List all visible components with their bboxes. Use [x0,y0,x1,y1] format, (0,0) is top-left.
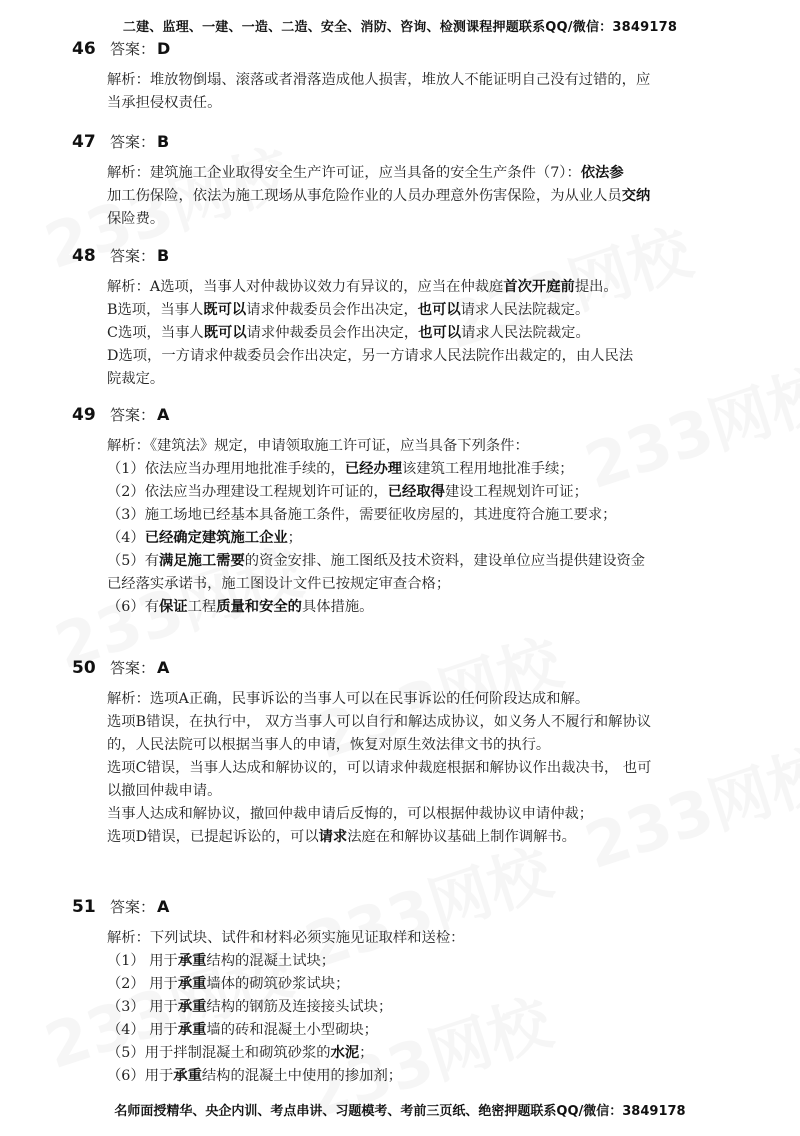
text-segment: 选项D错误，已提起诉讼的，可以 [107,829,319,845]
text-segment: 的，人民法院可以根据当事人的申请，恢复对原生效法律文书的执行。 [107,737,551,753]
explanation-line [107,826,752,849]
answer-label: 答案： [110,659,156,677]
text-segment: B选项，当事人 [107,302,204,318]
bold-text: 承重 [177,999,207,1015]
text-segment: （3） 用于 [107,999,178,1015]
explanation [107,435,752,619]
bold-text: 已经办理 [344,461,403,477]
page-header: 二建、监理、一建、一造、二造、安全、消防、咨询、检测课程押题联系QQ/微信：3849178 [122,20,678,35]
question-46 [72,37,752,115]
explanation-line [107,345,752,368]
explanation-line [107,504,752,527]
bold-text: 首次开庭前 [503,279,575,295]
text-segment: 保险费。 [107,211,165,227]
text-segment: 结构的混凝土试块； [206,953,336,969]
explanation-line [107,550,752,573]
answer-value: A [157,658,170,677]
explanation-line [107,996,752,1019]
text-segment: 院裁定。 [107,371,165,387]
text-segment: （1）依法应当办理用地批准手续的， [107,461,345,477]
text-segment: 请求人民法院裁定。 [460,302,590,318]
explanation [107,69,752,115]
question-number: 49 [72,405,96,425]
question-49 [72,403,752,619]
text-segment: ； [287,530,302,546]
question-48 [72,244,752,391]
answer-value: B [157,132,170,151]
explanation-line [107,92,752,115]
text-segment: 当承担侵权责任。 [107,95,222,111]
explanation-line [107,596,752,619]
text-segment: 结构的混凝土中使用的掺加剂； [201,1068,403,1084]
bold-text: 已经取得 [387,484,445,500]
bold-text: 依法参 [580,165,624,181]
explanation-line [107,573,752,596]
bold-text: 承重 [177,953,207,969]
text-segment: 解析：下列试块、试件和材料必须实施见证取样和送检： [107,930,465,946]
text-segment: （6）有 [107,599,159,615]
explanation-line [107,973,752,996]
explanation [107,688,752,849]
explanation-line [107,162,752,185]
explanation-line [107,1019,752,1042]
text-segment: 的资金安排、施工图纸及技术资料，建设单位应当提供建设资金 [244,553,646,569]
explanation [107,276,752,391]
question-50 [72,656,752,849]
text-segment: 已经落实承诺书，施工图设计文件已按规定审查合格； [107,576,451,592]
bold-text: 请求 [318,829,348,845]
text-segment: （3）施工场地已经基本具备施工条件，需要征收房屋的，其进度符合施工要求； [107,507,617,523]
explanation-line [107,527,752,550]
bold-text: 质量和安全的 [216,599,302,615]
explanation-line [107,950,752,973]
answer-label: 答案： [110,40,156,58]
text-segment: （2）依法应当办理建设工程规划许可证的， [107,484,388,500]
text-segment: 工程 [187,599,217,615]
explanation-line [107,734,752,757]
explanation [107,927,752,1088]
text-segment: （5）有 [107,553,159,569]
answer-value: B [157,246,170,265]
text-segment: 选项B错误，在执行中， 双方当事人可以自行和解达成协议，如义务人不履行和解协议 [107,714,652,730]
text-segment: 解析：A选项，当事人对仲裁协议效力有异议的，应当在仲裁庭 [107,279,504,295]
explanation [107,162,752,231]
explanation-line [107,1065,752,1088]
explanation-line [107,322,752,345]
text-segment: （2） 用于 [107,976,178,992]
question-47 [72,130,752,231]
text-segment: （1） 用于 [107,953,178,969]
text-segment: 请求仲裁委员会作出决定， [246,325,419,341]
text-segment: （6）用于 [107,1068,174,1084]
question-number: 50 [72,658,96,678]
bold-text: 也可以 [417,302,461,318]
bold-text: 水泥 [330,1045,360,1061]
page-footer: 名师面授精华、央企内训、考点串讲、习题模考、考前三页纸、绝密押题联系QQ/微信：3849178 [114,1104,686,1119]
text-segment: 墙体的砌筑砂浆试块； [206,976,350,992]
answer-value: A [157,897,170,916]
text-segment: 请求人民法院裁定。 [461,325,590,341]
bold-text: 满足施工需要 [159,553,245,569]
question-number: 48 [72,246,96,266]
text-segment: （4） 用于 [107,1022,178,1038]
bold-text: 交纳 [621,188,651,204]
question-number: 46 [72,39,96,59]
explanation-line [107,299,752,322]
text-segment: 该建筑工程用地批准手续； [402,461,574,477]
text-segment: 解析：堆放物倒塌、滚落或者滑落造成他人损害，堆放人不能证明自己没有过错的，应 [107,72,651,88]
explanation-line [107,803,752,826]
explanation-line [107,688,752,711]
answer-label: 答案： [110,898,156,916]
text-segment: 当事人达成和解协议，撤回仲裁申请后反悔的，可以根据仲裁协议申请仲裁； [107,806,594,822]
bold-text: 承重 [173,1068,202,1084]
bold-text: 承重 [177,1022,207,1038]
text-segment: 选项C错误，当事人达成和解协议的，可以请求仲裁庭根据和解协议作出裁决书， 也可 [107,760,652,776]
text-segment: ； [359,1045,374,1061]
text-segment: 解析：建筑施工企业取得安全生产许可证，应当具备的安全生产条件（7）： [107,165,581,181]
text-segment: 加工伤保险，依法为施工现场从事危险作业的人员办理意外伤害保险，为从业人员 [107,188,622,204]
question-number: 47 [72,132,96,152]
answer-label: 答案： [110,247,156,265]
bold-text: 既可以 [203,302,247,318]
bold-text: 也可以 [418,325,462,341]
bold-text: 承重 [177,976,207,992]
explanation-line [107,1042,752,1065]
explanation-line [107,757,752,780]
text-segment: 提出。 [574,279,618,295]
text-segment: 法庭在和解协议基础上制作调解书。 [347,829,576,845]
question-number: 51 [72,897,96,917]
text-segment: 解析：选项A正确，民事诉讼的当事人可以在民事诉讼的任何阶段达成和解。 [107,691,590,707]
text-segment: 解析：《建筑法》规定，申请领取施工许可证，应当具备下列条件： [107,438,529,454]
text-segment: 具体措施。 [301,599,374,615]
explanation-line [107,927,752,950]
text-segment: C选项，当事人 [107,325,204,341]
answer-value: A [157,405,170,424]
text-segment: （4） [107,530,145,546]
explanation-line [107,780,752,803]
explanation-line [107,711,752,734]
text-segment: 结构的钢筋及连接接头试块； [206,999,393,1015]
explanation-line [107,481,752,504]
text-segment: （5）用于拌制混凝土和砌筑砂浆的 [107,1045,331,1061]
explanation-line [107,185,752,208]
text-segment: 墙的砖和混凝土小型砌块； [206,1022,378,1038]
bold-text: 既可以 [203,325,247,341]
answer-label: 答案： [110,406,156,424]
answer-value: D [157,39,171,58]
question-51 [72,895,752,1088]
bold-text: 已经确定建筑施工企业 [144,530,288,546]
explanation-line [107,435,752,458]
bold-text: 保证 [159,599,188,615]
explanation-line [107,368,752,391]
explanation-line [107,69,752,92]
text-segment: 以撤回仲裁申请。 [107,783,222,799]
text-segment: D选项，一方请求仲裁委员会作出决定，另一方请求人民法院作出裁定的，由人民法 [107,348,634,364]
text-segment: 建设工程规划许可证； [444,484,588,500]
explanation-line [107,276,752,299]
answer-label: 答案： [110,133,156,151]
text-segment: 请求仲裁委员会作出决定， [246,302,418,318]
explanation-line [107,208,752,231]
explanation-line [107,458,752,481]
